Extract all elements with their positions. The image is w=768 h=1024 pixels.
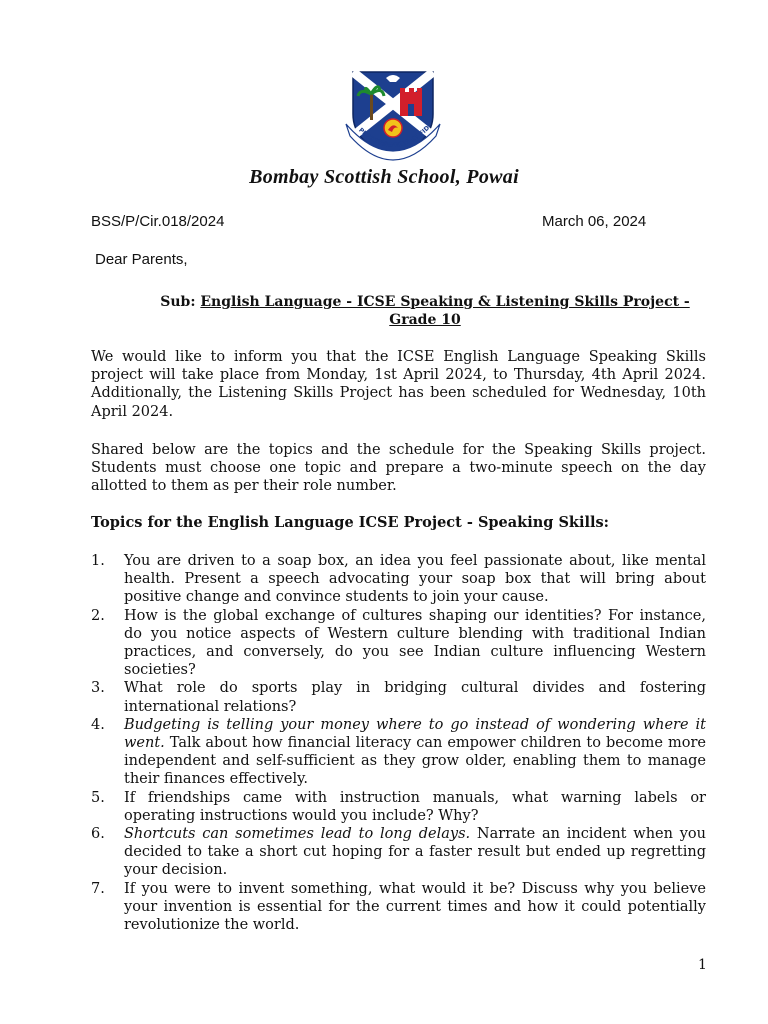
school-name: Bombay Scottish School, Powai	[249, 166, 519, 188]
topic-item: 3. What role do sports play in bridging cultural divides and fostering international relations?	[91, 680, 706, 715]
school-crest	[338, 66, 448, 166]
topic-item: 6. Shortcuts can sometimes lead to long delays. Narrate an incident when you decided to take a short cut hoping for a faster result but ended up regretting your decision.	[91, 826, 706, 879]
topic-item: 7. If you were to invent something, what would it be? Discuss why you believe your invention is essential for the current times and how it could potentially revolutionize the world.	[91, 880, 706, 934]
intro-paragraph: We would like to inform you that the ICSE English Language Speaking Skills project will take place from Monday, 1st April 2024, to Thursday, 4th April 2024. Additionally, the Listening Skills Project has been scheduled for Wednesday, 10th April 2024.	[91, 349, 706, 420]
topic-item: 2. How is the global exchange of cultures shaping our identities? For instance, do you notice aspects of Western culture blending with traditional Indian practices, and conversely, do you see Indian culture influencing Western societies?	[91, 607, 706, 679]
circular-reference: BSS/P/Cir.018/2024	[91, 213, 225, 230]
subject-grade: Grade 10	[389, 312, 461, 328]
svg-text:PERSEVERANTIA ET FIDE IN DEO: PERSEVERANTIA ET FID	[357, 124, 432, 150]
topic-item: 5. If friendships came with instruction manuals, what warning labels or operating instructions would you include? Why?	[91, 789, 706, 824]
salutation: Dear Parents,	[95, 251, 188, 268]
topics-list	[91, 552, 706, 934]
topics-heading: Topics for the English Language ICSE Project - Speaking Skills:	[91, 514, 610, 531]
page-number: 1	[698, 957, 707, 973]
topic-item: 4. Budgeting is telling your money where to go instead of wondering where it went. Talk about how financial literacy can empower children to become more independent and self-sufficient as they grow older, enabling them to manage their finances effectively.	[91, 716, 706, 788]
subject-line	[150, 293, 700, 329]
circular-date: March 06, 2024	[542, 213, 647, 230]
topic-item: 1. You are driven to a soap box, an idea you feel passionate about, like mental health. Present a speech advocating your soap box that will bring about positive change and convince students to join your cause.	[91, 553, 706, 606]
subject-prefix: Sub:	[160, 294, 196, 310]
crest-logo-icon	[338, 66, 448, 166]
subject-title: English Language - ICSE Speaking & Listening Skills Project -	[200, 294, 690, 310]
schedule-paragraph: Shared below are the topics and the schedule for the Speaking Skills project. Students must choose one topic and prepare a two-minute speech on the day allotted to them as per their role number.	[91, 442, 706, 495]
